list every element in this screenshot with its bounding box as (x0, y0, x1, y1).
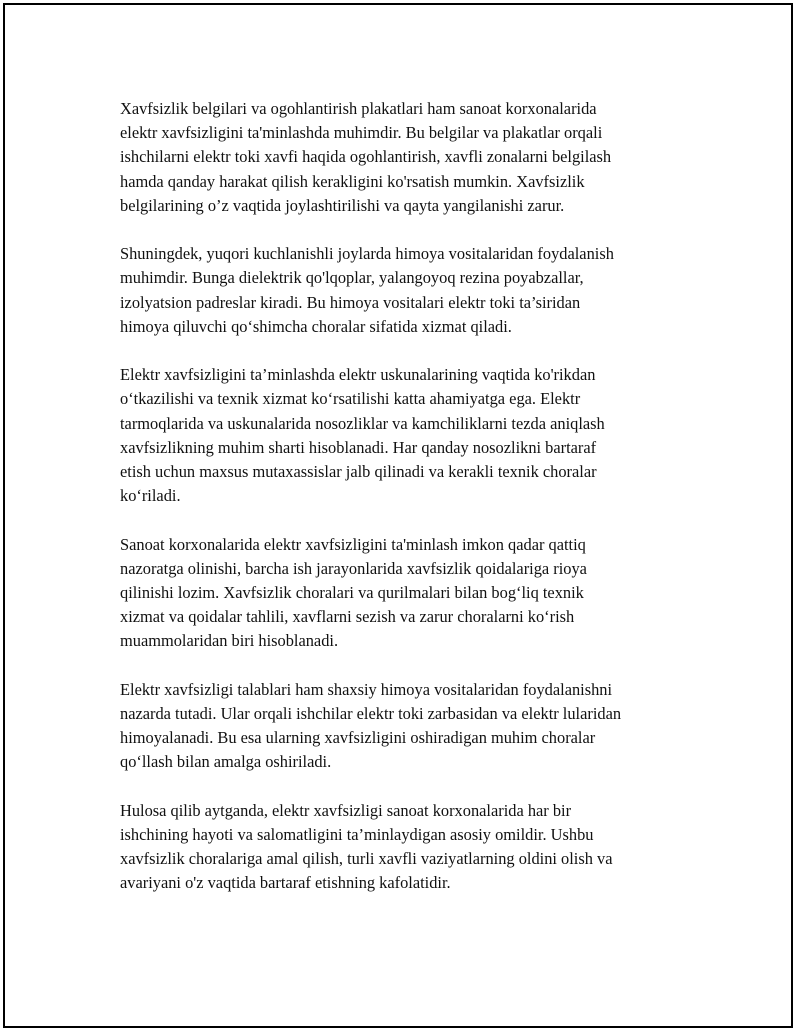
text-line: Elektr xavfsizligi talablari ham shaxsiy himoya vositalaridan foydalanishni (120, 679, 613, 699)
paragraph-equipment-inspection (120, 363, 700, 508)
text-line: nazoratga olinishi, barcha ish jarayonlarida xavfsizlik qoidalariga rioya (120, 558, 587, 578)
text-line: tarmoqlarida va uskunalarida nosozliklar va kamchiliklarni tezda aniqlash (120, 413, 605, 433)
text-line: Shuningdek, yuqori kuchlanishli joylarda himoya vositalaridan foydalanish (120, 244, 614, 264)
document-body (120, 97, 700, 920)
text-line: belgilarining o’z vaqtida joylashtirilishi va qayta yangilanishi zarur. (120, 195, 565, 215)
text-line: himoyalanadi. Bu esa ularning xavfsizligini oshiradigan muhim choralar (120, 728, 596, 748)
text-line: Sanoat korxonalarida elektr xavfsizligini ta'minlash imkon qadar qattiq (120, 534, 586, 554)
text-line: elektr xavfsizligini ta'minlashda muhimdir. Bu belgilar va plakatlar orqali (120, 123, 603, 143)
text-line: ko‘riladi. (120, 486, 181, 506)
text-line: etish uchun maxsus mutaxassislar jalb qilinadi va kerakli texnik choralar (120, 462, 597, 482)
text-line: Xavfsizlik belgilari va ogohlantirish plakatlari ham sanoat korxonalarida (120, 99, 597, 118)
text-line: xavfsizlikning muhim sharti hisoblanadi. Har qanday nosozlikni bartaraf (120, 437, 597, 457)
text-line: Elektr xavfsizligini ta’minlashda elektr uskunalarining vaqtida ko'rikdan (120, 365, 596, 385)
text-line: nazarda tutadi. Ular orqali ishchilar elektr toki zarbasidan va elektr lularidan (120, 704, 622, 724)
text-line: xavfsizlik choralariga amal qilish, turli xavfli vaziyatlarning oldini olish va (120, 849, 613, 869)
text-line: avariyani o'z vaqtida bartaraf etishning kafolatidir. (120, 873, 451, 893)
paragraph-safety-signs (120, 97, 700, 218)
text-line: ishchilarni elektr toki xavfi haqida ogohlantirish, xavfli zonalarni belgilash (120, 147, 612, 167)
page-frame (3, 3, 793, 1028)
text-line: muhimdir. Bunga dielektrik qo'lqoplar, yalangoyoq rezina poyabzallar, (120, 268, 584, 288)
paragraph-protective-equipment (120, 242, 700, 339)
text-line: himoya qiluvchi qo‘shimcha choralar sifatida xizmat qiladi. (120, 316, 512, 336)
text-line: o‘tkazilishi va texnik xizmat ko‘rsatilishi katta ahamiyatga ega. Elektr (120, 389, 581, 409)
text-line: ishchining hayoti va salomatligini ta’minlaydigan asosiy omildir. Ushbu (120, 825, 594, 845)
paragraph-personal-protection (120, 678, 700, 775)
text-line: hamda qanday harakat qilish kerakligini ko'rsatish mumkin. Xavfsizlik (120, 171, 585, 191)
text-line: izolyatsion padreslar kiradi. Bu himoya vositalari elektr toki ta’siridan (120, 292, 581, 312)
text-line: xizmat va qoidalar tahlili, xavflarni sezish va zarur choralarni ko‘rish (120, 607, 575, 627)
paragraph-conclusion (120, 799, 700, 896)
text-line: qilinishi lozim. Xavfsizlik choralari va qurilmalari bilan bog‘liq texnik (120, 583, 584, 603)
text-line: Hulosa qilib aytganda, elektr xavfsizligi sanoat korxonalarida har bir (120, 800, 572, 820)
text-line: muammolaridan biri hisoblanadi. (120, 631, 339, 651)
text-line: qo‘llash bilan amalga oshiriladi. (120, 752, 332, 772)
paragraph-industrial-control (120, 533, 700, 654)
